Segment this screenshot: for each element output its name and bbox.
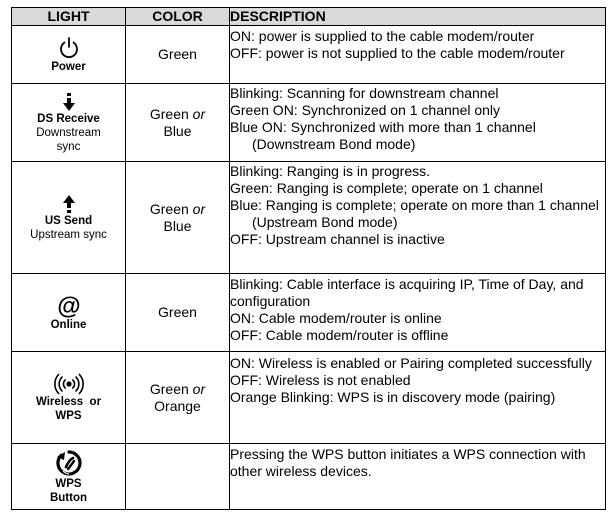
desc-line: ON: power is supplied to the cable modem/router: [230, 28, 535, 44]
color-text: Blue: [163, 122, 192, 139]
color-cell-wps: [126, 444, 230, 510]
desc-line: Blinking: Cable interface is acquiring IP, Time of Day, and configuration: [230, 276, 584, 309]
color-text: Green or: [149, 200, 206, 217]
led-table: [11, 7, 606, 510]
table-row-power: [12, 26, 606, 84]
table-row-ds-receive: [12, 84, 606, 162]
desc-line: Blinking: Ranging is in progress.: [230, 163, 430, 179]
desc-cell-wps: [230, 444, 606, 510]
svg-text:@: @: [56, 293, 81, 318]
light-cell-ds-receive: [12, 84, 126, 162]
desc-line: Green ON: Synchronized on 1 channel only: [230, 102, 501, 118]
at-icon: [57, 294, 81, 318]
desc-line: Blue: Ranging is complete; operate on more than 1 channel: [230, 197, 599, 213]
power-icon: [58, 36, 80, 60]
light-cell-wps: [12, 444, 126, 510]
desc-line: OFF: Upstream channel is inactive: [230, 231, 445, 247]
header-color: COLOR: [126, 8, 230, 26]
desc-line: Green: Ranging is complete; operate on 1 channel: [230, 180, 543, 196]
color-cell-power: [126, 26, 230, 84]
desc-cell-power: [230, 26, 606, 84]
light-name: Wireless or WPS: [35, 395, 105, 422]
color-cell-online: [126, 274, 230, 352]
desc-line: Orange Blinking: WPS is in discovery mode (pairing): [230, 389, 556, 405]
desc-cell-ds-receive: [230, 84, 606, 162]
light-name: Power: [51, 60, 86, 73]
color-text: Green: [158, 46, 197, 62]
color-text: Green or: [149, 380, 206, 397]
light-subtext: Upstream sync: [30, 228, 107, 241]
desc-line: (Downstream Bond mode): [252, 136, 416, 152]
color-cell-wireless: [126, 352, 230, 444]
header-description: DESCRIPTION: [230, 8, 606, 26]
color-text: Green: [158, 304, 197, 320]
color-text: Green or: [149, 105, 206, 122]
desc-cell-us-send: [230, 162, 606, 274]
table-row-wireless: [12, 352, 606, 444]
table-row-us-send: [12, 162, 606, 274]
arrow-up-icon: [62, 194, 76, 214]
light-cell-us-send: [12, 162, 126, 274]
header-light: LIGHT: [12, 8, 126, 26]
desc-cell-wireless: [230, 352, 606, 444]
desc-cell-online: [230, 274, 606, 352]
desc-line: OFF: power is not supplied to the cable modem/router: [230, 45, 565, 61]
light-name: Online: [50, 318, 87, 331]
color-text: Orange: [154, 397, 201, 414]
color-cell-us-send: [126, 162, 230, 274]
light-subtext: Downstream sync: [36, 126, 101, 153]
color-text: Blue: [163, 217, 192, 234]
desc-line: ON: Cable modem/router is online: [230, 310, 442, 326]
light-name: US Send: [44, 214, 93, 227]
desc-line: OFF: Cable modem/router is offline: [230, 327, 449, 343]
light-cell-power: [12, 26, 126, 84]
light-cell-online: [12, 274, 126, 352]
arrow-down-icon: [62, 92, 76, 112]
table-row-online: [12, 274, 606, 352]
header-row: [12, 8, 606, 26]
desc-line: Pressing the WPS button initiates a WPS connection with other wireless devices.: [230, 446, 586, 479]
desc-line: Blue ON: Synchronized with more than 1 channel: [230, 119, 536, 135]
desc-line: Blinking: Scanning for downstream channel: [230, 85, 499, 101]
light-cell-wireless: [12, 352, 126, 444]
light-name: DS Receive: [37, 112, 100, 125]
wps-icon: [55, 449, 83, 477]
light-name: WPS Button: [49, 477, 88, 504]
desc-line: OFF: Wireless is not enabled: [230, 372, 411, 388]
desc-line: (Upstream Bond mode): [252, 214, 398, 230]
wireless-icon: [52, 373, 86, 395]
table-row-wps-button: [12, 444, 606, 510]
desc-line: ON: Wireless is enabled or Pairing completed successfully: [230, 355, 592, 371]
color-cell-ds-receive: [126, 84, 230, 162]
